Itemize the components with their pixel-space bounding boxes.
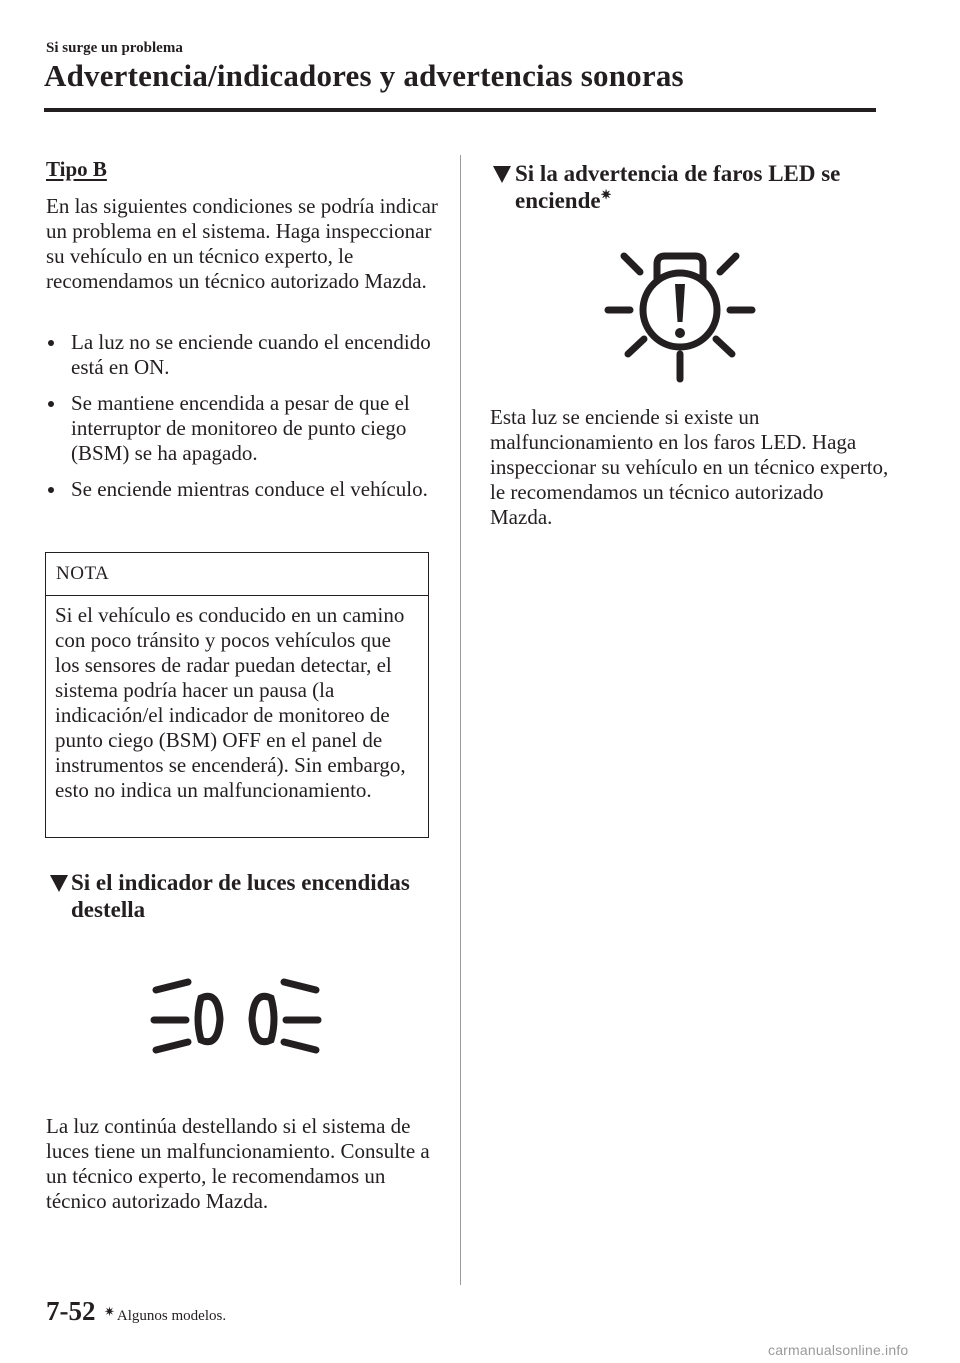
page-number: 7-52 [46, 1296, 96, 1326]
footnote-star-icon: ✷ [600, 187, 612, 202]
note-box [45, 552, 429, 838]
triangle-down-icon [493, 166, 511, 183]
headlights-on-indicator-icon [148, 978, 324, 1060]
watermark: carmanualsonline.info [768, 1342, 909, 1358]
lights-paragraph: La luz continúa destellando si el sistema de luces tiene un malfuncionamiento. Consulte a un técnico experto, le recomendamos un técnico autorizado Mazda. [46, 1114, 430, 1213]
list-item [46, 330, 446, 380]
list-item [46, 477, 446, 502]
led-heading-text [493, 160, 913, 214]
list-item [46, 391, 446, 466]
led-headlight-warning-icon [602, 242, 758, 386]
triangle-down-icon [50, 875, 68, 892]
bullet-icon [48, 340, 54, 346]
lights-heading-text: Si el indicador de luces encendidas destella [71, 870, 410, 922]
title-rule [44, 108, 876, 112]
condition-list [46, 330, 446, 513]
bullet-icon [48, 401, 54, 407]
footnote-star-icon: ✷ [104, 1304, 115, 1319]
bullet-icon [48, 487, 54, 493]
footnote [104, 1304, 227, 1325]
tipo-b-heading: Tipo B [46, 157, 107, 181]
led-heading-label: Si la advertencia de faros LED se enciende [515, 161, 841, 213]
note-text: Si el vehículo es conducido en un camino con poco tránsito y pocos vehículos que los sensores de radar puedan detectar, el sistema podría hacer un pausa (la indicación/el indicador de monitoreo de punto ciego (BSM) OFF en el panel de instrumentos se encenderá). Sin embargo, esto no indica un malfuncionamiento. [55, 603, 406, 802]
footnote-text: Algunos modelos. [116, 1308, 227, 1324]
column-divider [460, 155, 461, 1285]
led-heading [493, 160, 913, 214]
led-paragraph: Esta luz se enciende si existe un malfuncionamiento en los faros LED. Haga inspeccionar su vehículo en un técnico experto, le recomendamos un técnico autorizado Mazda. [490, 405, 889, 529]
list-item-text: Se enciende mientras conduce el vehículo. [71, 477, 428, 501]
list-item-text: La luz no se enciende cuando el encendido está en ON. [71, 330, 431, 379]
intro-paragraph: En las siguientes condiciones se podría indicar un problema en el sistema. Haga inspeccionar su vehículo en un técnico experto, le recomendamos un técnico autorizado Mazda. [46, 194, 438, 293]
lights-heading [50, 869, 450, 923]
chapter-title: Advertencia/indicadores y advertencias sonoras [44, 58, 684, 93]
list-item-text: Se mantiene encendida a pesar de que el interruptor de monitoreo de punto ciego (BSM) se ha apagado. [71, 391, 410, 465]
note-label: NOTA [46, 553, 428, 596]
section-kicker: Si surge un problema [46, 40, 183, 56]
